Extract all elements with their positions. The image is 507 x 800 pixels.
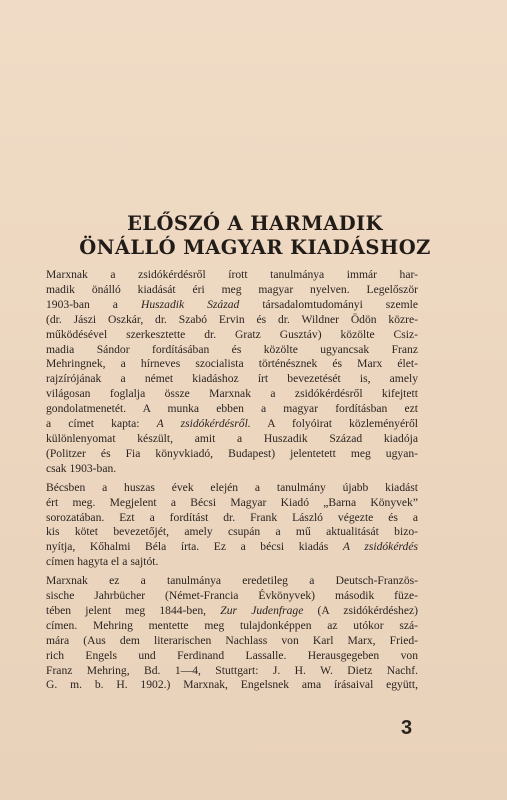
- text-segment: világosan foglalja össze Marxnak a zsidókérdésről kifejtett: [46, 387, 418, 401]
- italic-text-segment: A zsidókérdésről.: [156, 417, 251, 431]
- italic-text-segment: Zur Judenfrage: [220, 603, 304, 617]
- text-segment: különlenyomat készült, amit a Huszadik Század kiadója: [46, 431, 418, 445]
- text-line: [46, 604, 418, 619]
- text-line: [46, 496, 418, 511]
- text-segment: Mehringnek, a hírneves szocialista történésznek és Marx élet-: [46, 357, 418, 371]
- italic-text-segment: A zsidókérdés: [342, 540, 419, 554]
- text-line: [46, 481, 418, 496]
- text-line: [46, 417, 418, 432]
- italic-text-segment: Huszadik Század: [140, 297, 240, 311]
- text-segment: sorozatában. Ezt a fordítást dr. Frank László végezte és a: [46, 510, 418, 524]
- text-segment: sische Jahrbücher (Német-Francia Évkönyvek) második füze-: [46, 589, 418, 603]
- text-segment: ért meg. Megjelent a Bécsi Magyar Kiadó „Barna Könyvek”: [46, 495, 418, 509]
- text-line: [46, 540, 418, 555]
- text-segment: gondolatmenetét. A munka ebben a magyar fordításban ezt: [46, 402, 418, 416]
- text-line: [46, 462, 418, 477]
- text-segment: társadalomtudományi szemle: [239, 297, 418, 311]
- text-segment: címen. Mehring mentette meg tulajdonképpen az utókor szá-: [46, 618, 418, 632]
- text-line: [46, 634, 418, 649]
- text-segment: csak 1903-ban.: [46, 461, 117, 475]
- text-segment: rajzírójának a német kiadáshoz írt bevezetését is, amely: [46, 372, 418, 386]
- text-segment: (Politzer és Fia könyvkiadó, Budapest) jelentetett meg ugyan-: [46, 446, 418, 460]
- text-line: [46, 357, 418, 372]
- text-line: [46, 511, 418, 526]
- text-segment: címen hagyta el a sajtót.: [46, 555, 159, 569]
- text-segment: mára (Aus dem literarischen Nachlass von Karl Marx, Fried-: [46, 633, 418, 647]
- text-line: [46, 525, 418, 540]
- text-line: [46, 574, 418, 589]
- text-line: [46, 589, 418, 604]
- text-line: [46, 298, 418, 313]
- preface-body-text: [46, 268, 418, 693]
- text-segment: Bécsben a huszas évek elején a tanulmány újabb kiadást: [46, 480, 418, 494]
- text-segment: nyítja, Kőhalmi Béla írta. Ez a bécsi kiadás: [46, 540, 343, 554]
- text-line: [46, 447, 418, 462]
- text-segment: a címet kapta:: [46, 417, 157, 431]
- text-line: [46, 283, 418, 298]
- text-segment: (dr. Jászi Oszkár, dr. Szabó Ervin és dr. Wildner Ödön közre-: [46, 312, 418, 326]
- text-line: [46, 372, 418, 387]
- text-line: [46, 678, 418, 693]
- text-segment: madia Sándor fordításában és közölte ugyancsak Franz: [46, 342, 418, 356]
- text-line: [46, 664, 418, 679]
- text-line: [46, 343, 418, 358]
- text-segment: madik önálló kiadását éri meg magyar nyelven. Legelőször: [46, 282, 418, 296]
- text-line: [46, 328, 418, 343]
- text-segment: tében jelent meg 1844-ben,: [46, 603, 221, 617]
- text-segment: Marxnak a zsidókérdésről írott tanulmánya immár har-: [46, 268, 418, 281]
- page-title-line-2: ÖNÁLLÓ MAGYAR KIADÁSHOZ: [79, 236, 431, 259]
- text-line: [46, 555, 418, 570]
- text-line: [46, 268, 418, 283]
- text-line: [46, 649, 418, 664]
- text-line: [46, 619, 418, 634]
- text-line: [46, 402, 418, 417]
- text-segment: (A zsidókérdéshez): [303, 603, 419, 617]
- text-segment: Marxnak ez a tanulmánya eredetileg a Deutsch-Französ-: [46, 574, 418, 588]
- text-segment: 1903-ban a: [46, 297, 141, 311]
- text-segment: Franz Mehring, Bd. 1—4, Stuttgart: J. H. W. Dietz Nachf.: [46, 663, 418, 677]
- text-segment: G. m. b. H. 1902.) Marxnak, Engelsnek ama írásaival együtt,: [46, 678, 418, 692]
- text-segment: működésével szerkesztette dr. Gratz Gusztáv) közölte Csiz-: [46, 327, 418, 341]
- page-number: 3: [401, 717, 413, 739]
- text-line: [46, 313, 418, 328]
- text-segment: rich Engels und Ferdinand Lassalle. Herausgegeben von: [46, 648, 418, 662]
- text-segment: A folyóirat közleményéről: [250, 417, 418, 431]
- text-line: [46, 387, 418, 402]
- text-line: [46, 432, 418, 447]
- page-title-line-1: ELŐSZÓ A HARMADIK: [127, 212, 383, 235]
- text-segment: kis kötet bevezetőjét, amely csupán a mű aktualitását bizo-: [46, 525, 418, 539]
